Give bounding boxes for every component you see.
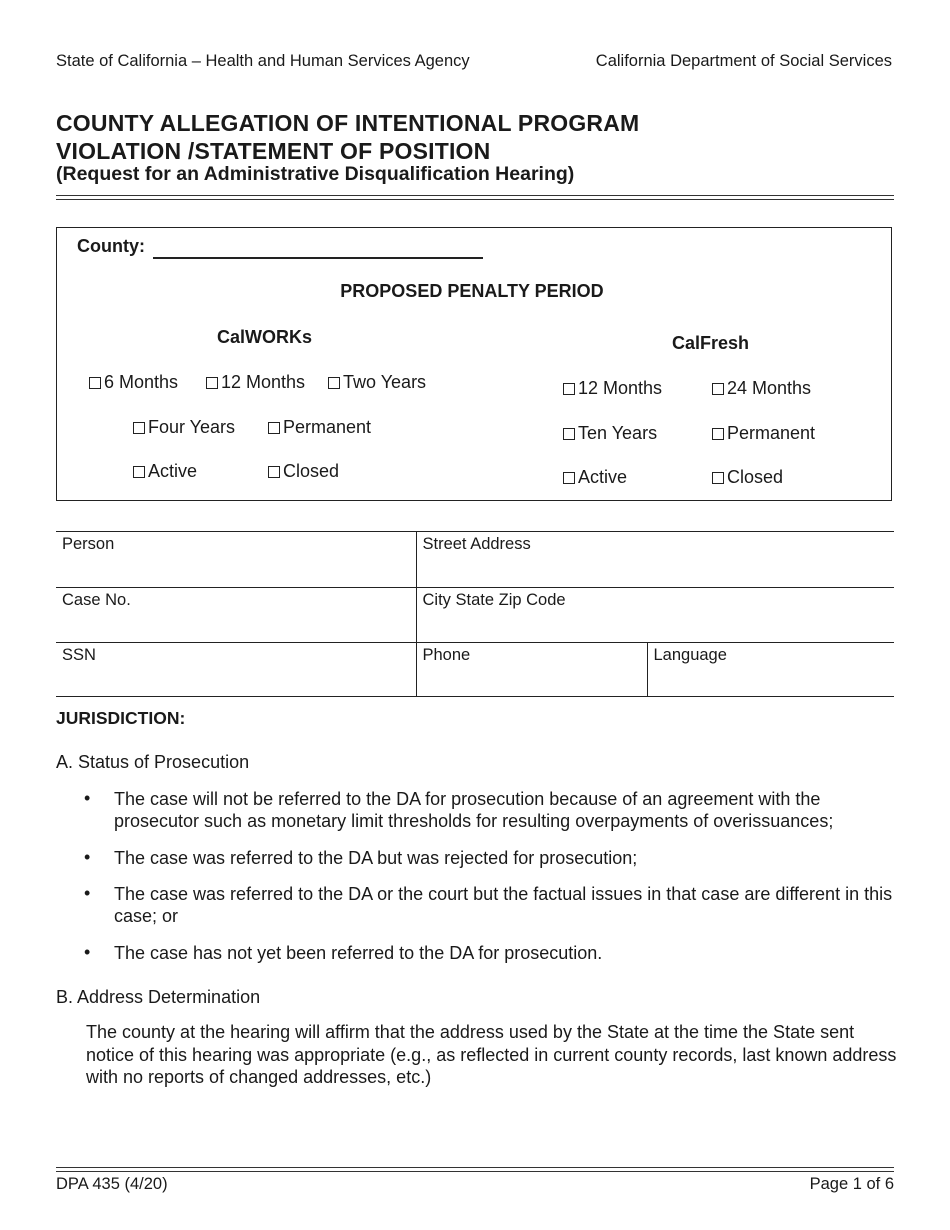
prosecution-bullet: The case was referred to the DA but was rejected for prosecution; <box>114 848 638 868</box>
checkbox[interactable] <box>712 428 724 440</box>
agency-name: State of California – Health and Human Services Agency <box>56 52 470 70</box>
ssn-field[interactable]: SSN <box>56 643 416 697</box>
calworks-two-years-option[interactable]: Two Years <box>328 372 426 393</box>
form-subtitle: (Request for an Administrative Disqualification Hearing) <box>56 163 575 185</box>
prosecution-bullet: The case has not yet been referred to the DA for prosecution. <box>114 943 603 963</box>
address-determination-text: The county at the hearing will affirm that the address used by the State at the time the State sent notice of this hearing was appropriate (e.g., as reflected in current county records, last known address with no reports of changed addresses, etc.) <box>86 1022 897 1087</box>
checkbox[interactable] <box>268 466 280 478</box>
person-info-table <box>56 531 894 697</box>
calworks-heading: CalWORKs <box>217 327 313 347</box>
calfresh-24-months-option[interactable]: 24 Months <box>712 378 811 399</box>
checkbox[interactable] <box>563 383 575 395</box>
checkbox[interactable] <box>712 383 724 395</box>
calfresh-heading: CalFresh <box>672 333 750 353</box>
calfresh-12-months-option[interactable]: 12 Months <box>563 378 662 399</box>
prosecution-bullet: The case will not be referred to the DA for prosecution because of an agreement with the prosecutor such as monetary limit thresholds for resulting overpayments of overissuances; <box>114 789 834 831</box>
penalty-box <box>56 227 892 501</box>
bullet-marker: • <box>84 847 91 867</box>
calworks-active-option[interactable]: Active <box>133 461 197 482</box>
calfresh-active-option[interactable]: Active <box>563 467 627 488</box>
form-id: DPA 435 (4/20) <box>56 1175 168 1193</box>
checkbox[interactable] <box>563 472 575 484</box>
calworks-permanent-option[interactable]: Permanent <box>268 417 371 438</box>
form-title-line-2: VIOLATION /STATEMENT OF POSITION <box>56 138 491 164</box>
checkbox[interactable] <box>133 466 145 478</box>
county-label: County: <box>77 236 145 256</box>
phone-field[interactable]: Phone <box>416 643 647 697</box>
language-field[interactable]: Language <box>647 643 894 697</box>
department-name: California Department of Social Services <box>595 52 892 70</box>
city-state-zip-field[interactable]: City State Zip Code <box>416 588 894 643</box>
person-field[interactable]: Person <box>56 532 416 588</box>
case-no-field[interactable]: Case No. <box>56 588 416 643</box>
street-address-field[interactable]: Street Address <box>416 532 894 588</box>
bullet-marker: • <box>84 788 91 808</box>
checkbox[interactable] <box>206 377 218 389</box>
bullet-marker: • <box>84 883 91 903</box>
checkbox[interactable] <box>328 377 340 389</box>
checkbox[interactable] <box>268 422 280 434</box>
county-input[interactable] <box>153 257 483 259</box>
checkbox[interactable] <box>712 472 724 484</box>
jurisdiction-heading: JURISDICTION: <box>56 708 186 728</box>
calworks-closed-option[interactable]: Closed <box>268 461 339 482</box>
bullet-marker: • <box>84 942 91 962</box>
calfresh-ten-years-option[interactable]: Ten Years <box>563 423 657 444</box>
calfresh-closed-option[interactable]: Closed <box>712 467 783 488</box>
prosecution-bullet: The case was referred to the DA or the court but the factual issues in that case are different in this case; or <box>114 884 893 926</box>
address-determination-heading: B. Address Determination <box>56 987 261 1007</box>
checkbox[interactable] <box>133 422 145 434</box>
checkbox[interactable] <box>563 428 575 440</box>
checkbox[interactable] <box>89 377 101 389</box>
footer-divider <box>56 1167 894 1172</box>
calfresh-permanent-option[interactable]: Permanent <box>712 423 815 444</box>
title-divider <box>56 195 894 200</box>
calworks-four-years-option[interactable]: Four Years <box>133 417 235 438</box>
penalty-heading: PROPOSED PENALTY PERIOD <box>340 281 604 301</box>
form-title-line-1: COUNTY ALLEGATION OF INTENTIONAL PROGRAM <box>56 110 640 136</box>
status-of-prosecution-heading: A. Status of Prosecution <box>56 752 250 772</box>
calworks-12-months-option[interactable]: 12 Months <box>206 372 305 393</box>
page-number: Page 1 of 6 <box>809 1175 894 1193</box>
calworks-6-months-option[interactable]: 6 Months <box>89 372 178 393</box>
